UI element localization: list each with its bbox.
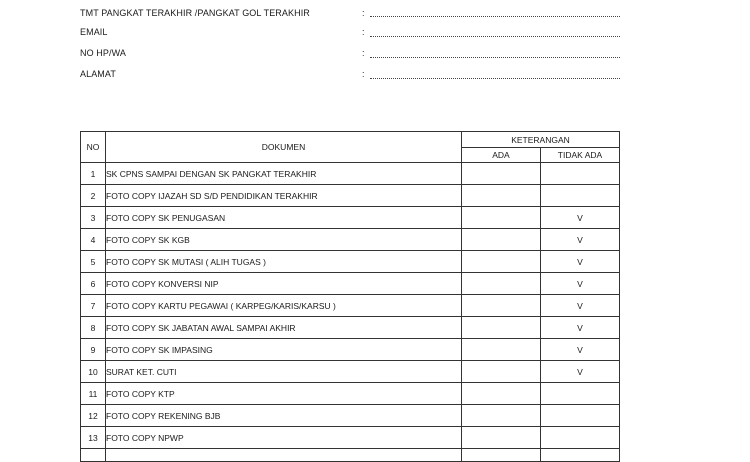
table-row bbox=[81, 339, 620, 361]
tidak-ada-cell[interactable] bbox=[541, 449, 620, 462]
address-fill-line[interactable] bbox=[370, 78, 620, 79]
ada-cell[interactable] bbox=[462, 273, 541, 295]
tidak-ada-cell[interactable] bbox=[541, 405, 620, 427]
tidak-ada-cell[interactable] bbox=[541, 163, 620, 185]
tidak-ada-cell[interactable]: V bbox=[541, 207, 620, 229]
email-fill-line[interactable] bbox=[370, 36, 620, 37]
ada-cell[interactable] bbox=[462, 229, 541, 251]
row-dokumen: FOTO COPY SK KGB bbox=[106, 229, 462, 251]
field-colon: : bbox=[362, 27, 365, 37]
field-colon: : bbox=[362, 48, 365, 58]
ada-cell[interactable] bbox=[462, 405, 541, 427]
field-label-address: ALAMAT bbox=[80, 69, 116, 79]
table-row bbox=[81, 427, 620, 449]
row-dokumen: FOTO COPY SK IMPASING bbox=[106, 339, 462, 361]
row-no: 5 bbox=[81, 251, 106, 273]
table-row bbox=[81, 449, 620, 462]
table-header-row bbox=[81, 132, 620, 148]
ada-cell[interactable] bbox=[462, 339, 541, 361]
ada-cell[interactable] bbox=[462, 427, 541, 449]
ada-cell[interactable] bbox=[462, 251, 541, 273]
table-row bbox=[81, 317, 620, 339]
tidak-ada-cell[interactable]: V bbox=[541, 229, 620, 251]
header-ada: ADA bbox=[462, 148, 541, 163]
row-no: 7 bbox=[81, 295, 106, 317]
tidak-ada-cell[interactable]: V bbox=[541, 295, 620, 317]
ada-cell[interactable] bbox=[462, 361, 541, 383]
row-no: 3 bbox=[81, 207, 106, 229]
row-dokumen: FOTO COPY SK JABATAN AWAL SAMPAI AKHIR bbox=[106, 317, 462, 339]
table-row bbox=[81, 405, 620, 427]
row-dokumen: FOTO COPY KARTU PEGAWAI ( KARPEG/KARIS/KARSU ) bbox=[106, 295, 462, 317]
table-row bbox=[81, 273, 620, 295]
field-label-phone: NO HP/WA bbox=[80, 48, 126, 58]
form-fields bbox=[80, 0, 640, 84]
field-row-tmt bbox=[80, 0, 640, 21]
field-colon: : bbox=[362, 69, 365, 79]
tidak-ada-cell[interactable]: V bbox=[541, 339, 620, 361]
ada-cell[interactable] bbox=[462, 163, 541, 185]
row-dokumen: FOTO COPY SK MUTASI ( ALIH TUGAS ) bbox=[106, 251, 462, 273]
table-row bbox=[81, 185, 620, 207]
row-dokumen: FOTO COPY REKENING BJB bbox=[106, 405, 462, 427]
tidak-ada-cell[interactable] bbox=[541, 427, 620, 449]
field-row-phone bbox=[80, 42, 640, 63]
table-row bbox=[81, 251, 620, 273]
ada-cell[interactable] bbox=[462, 383, 541, 405]
row-dokumen: SURAT KET. CUTI bbox=[106, 361, 462, 383]
row-dokumen bbox=[106, 449, 462, 462]
table-row bbox=[81, 163, 620, 185]
field-label-email: EMAIL bbox=[80, 27, 108, 37]
row-no: 1 bbox=[81, 163, 106, 185]
row-no: 6 bbox=[81, 273, 106, 295]
table-row bbox=[81, 229, 620, 251]
row-dokumen: FOTO COPY IJAZAH SD S/D PENDIDIKAN TERAKHIR bbox=[106, 185, 462, 207]
tidak-ada-cell[interactable]: V bbox=[541, 317, 620, 339]
row-dokumen: FOTO COPY NPWP bbox=[106, 427, 462, 449]
tmt-fill-line[interactable] bbox=[370, 16, 620, 17]
table-row bbox=[81, 361, 620, 383]
row-no bbox=[81, 449, 106, 462]
row-no: 8 bbox=[81, 317, 106, 339]
field-row-email bbox=[80, 21, 640, 42]
row-no: 12 bbox=[81, 405, 106, 427]
tidak-ada-cell[interactable] bbox=[541, 185, 620, 207]
row-no: 4 bbox=[81, 229, 106, 251]
ada-cell[interactable] bbox=[462, 317, 541, 339]
row-no: 13 bbox=[81, 427, 106, 449]
ada-cell[interactable] bbox=[462, 449, 541, 462]
row-no: 10 bbox=[81, 361, 106, 383]
row-dokumen: FOTO COPY KONVERSI NIP bbox=[106, 273, 462, 295]
phone-fill-line[interactable] bbox=[370, 57, 620, 58]
row-dokumen: SK CPNS SAMPAI DENGAN SK PANGKAT TERAKHIR bbox=[106, 163, 462, 185]
row-dokumen: FOTO COPY KTP bbox=[106, 383, 462, 405]
header-no: NO bbox=[81, 132, 106, 163]
row-no: 2 bbox=[81, 185, 106, 207]
ada-cell[interactable] bbox=[462, 295, 541, 317]
tidak-ada-cell[interactable]: V bbox=[541, 251, 620, 273]
header-tidak-ada: TIDAK ADA bbox=[541, 148, 620, 163]
ada-cell[interactable] bbox=[462, 207, 541, 229]
table-row bbox=[81, 295, 620, 317]
header-dokumen: DOKUMEN bbox=[106, 132, 462, 163]
tidak-ada-cell[interactable]: V bbox=[541, 273, 620, 295]
row-no: 11 bbox=[81, 383, 106, 405]
table-row bbox=[81, 383, 620, 405]
ada-cell[interactable] bbox=[462, 185, 541, 207]
field-colon: : bbox=[362, 8, 365, 18]
field-row-address bbox=[80, 63, 640, 84]
table-row bbox=[81, 207, 620, 229]
header-keterangan: KETERANGAN bbox=[462, 132, 620, 148]
row-dokumen: FOTO COPY SK PENUGASAN bbox=[106, 207, 462, 229]
tidak-ada-cell[interactable] bbox=[541, 383, 620, 405]
tidak-ada-cell[interactable]: V bbox=[541, 361, 620, 383]
row-no: 9 bbox=[81, 339, 106, 361]
field-label-tmt: TMT PANGKAT TERAKHIR /PANGKAT GOL TERAKHIR bbox=[80, 8, 310, 18]
document-checklist-table bbox=[80, 131, 620, 462]
